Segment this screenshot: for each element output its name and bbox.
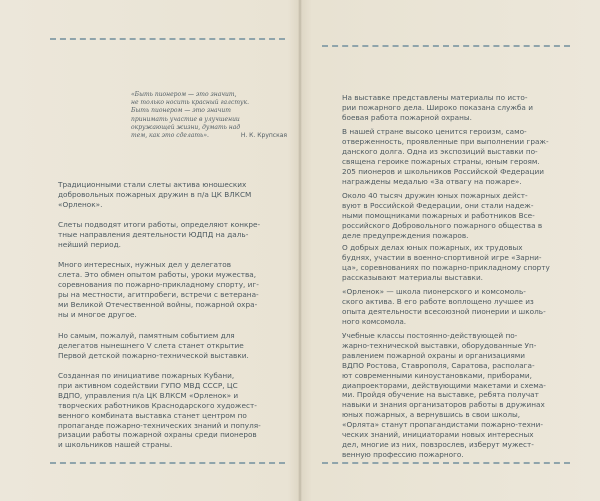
epigraph-line: тем, как это сделать». [131, 132, 209, 140]
text-line: «Орленок» — школа пионерского и комсомоль- [342, 287, 526, 296]
text-line: ца», соревнованиях по пожарно-прикладному спорту [342, 262, 550, 272]
text-line: вуют в Российской Федерации, они стали надеж- [342, 200, 534, 210]
epigraph-line: принимать участие в улучшении [131, 115, 240, 123]
text-line: соревнования по пожарно-прикладному спорту, иг- [58, 279, 259, 289]
text-line: нейший период. [58, 239, 121, 249]
text-line: отверженность, проявленные при выполнении граж- [342, 136, 549, 146]
text-line: В нашей стране высоко ценится героизм, само- [342, 127, 527, 136]
text-line: навыки и знания организаторов работы в дружинах [342, 400, 545, 410]
text-line: Созданная по инициативе пожарных Кубани, [58, 371, 235, 380]
text-line: и школьников нашей страны. [58, 440, 173, 450]
text-line: На выставке представлены материалы по исто- [342, 93, 528, 102]
paragraph [342, 127, 572, 186]
text-line: диапроекторами, действующими макетами и схема- [342, 380, 546, 390]
text-line: награждены медалью «За отвагу на пожаре». [342, 176, 522, 186]
text-line: «Орлята» станут пропагандистами пожарно-техни- [342, 420, 544, 430]
top-dashed-rule-left [50, 38, 285, 40]
paragraph [342, 287, 572, 327]
text-line: деле предупреждения пожаров. [342, 230, 469, 240]
text-line: ми. Пройдя обучение на выставке, ребята получат [342, 390, 539, 400]
paragraph [58, 331, 286, 361]
bottom-dashed-rule-right [322, 462, 570, 464]
paragraph [342, 191, 572, 241]
text-line: Учебные классы постоянно-действующей по- [342, 331, 518, 340]
text-line: пропаганде пожарно-технических знаний и популя- [58, 420, 261, 430]
paragraph [58, 371, 286, 450]
paragraph [58, 220, 286, 250]
text-line: Первой детской пожарно-технической выставки. [58, 350, 249, 360]
text-line: ны и многое другое. [58, 309, 137, 319]
text-line: священа героике пожарных страны, юным героям. [342, 156, 540, 166]
text-line: ского актива. В его работе воплощено лучшее из [342, 296, 534, 306]
paragraph [342, 243, 572, 283]
text-line: ными помощниками пожарных и работников Все- [342, 210, 535, 220]
text-line: данского долга. Одна из экспозиций выставки по- [342, 146, 538, 156]
text-line: творческих работников Краснодарского художест- [58, 400, 257, 410]
text-line: венную профессию пожарного. [342, 449, 464, 459]
text-line: венного комбината выставка станет центром по [58, 410, 247, 420]
text-line: ческих знаний, инициаторами новых интересных [342, 430, 534, 440]
text-line: ного комсомола. [342, 316, 407, 326]
text-line: 205 пионеров и школьников Российской Федерации [342, 166, 544, 176]
text-line: ВДПО Ростова, Ставрополя, Саратова, располага- [342, 360, 535, 370]
text-line: рии пожарного дела. Широко показана служба и [342, 102, 533, 112]
text-line: при активном содействии ГУПО МВД СССР, ЦС [58, 380, 238, 390]
text-line: «Орленок». [58, 199, 103, 209]
epigraph-line: не только носить красный галстук. [131, 99, 249, 107]
text-line: Слеты подводят итоги работы, определяют конкре- [58, 220, 261, 229]
text-line: равлением пожарной охраны и организациями [342, 350, 526, 360]
text-line: жарно-технической выставки, оборудованные Уп- [342, 340, 537, 350]
epigraph-line: окружающей жизни, думать над [131, 123, 241, 131]
text-line: ми Великой Отечественной войны, пожарной охра- [58, 299, 258, 309]
text-line: юных пожарных, а вернувшись в свои школы, [342, 410, 521, 420]
text-line: буднях, участии в военно-спортивной игре «Зарни- [342, 252, 542, 262]
text-line: боевая работа пожарной охраны. [342, 112, 472, 122]
text-line: слета. Это обмен опытом работы, уроки мужества, [58, 269, 257, 279]
page-fold [298, 0, 302, 501]
paragraph [342, 93, 572, 123]
text-line: Но самым, пожалуй, памятным событием для [58, 331, 235, 340]
text-line: опыта деятельности всесоюзной пионерии и школь- [342, 306, 546, 316]
text-line: ВДПО, управления п/а ЦК ВЛКСМ «Орленок» и [58, 390, 239, 400]
top-dashed-rule-right [322, 45, 570, 47]
epigraph-line: Быть пионером — это значит [131, 107, 231, 115]
epigraph-line: «Быть пионером — это значит, [131, 91, 237, 98]
text-line: Около 40 тысяч дружин юных пожарных дейст- [342, 191, 528, 200]
text-line: Много интересных, нужных дел у делегатов [58, 260, 232, 269]
text-line: ризации работы пожарной охраны среди пионеров [58, 430, 257, 440]
text-line: российского Добровольного пожарного общества в [342, 220, 543, 230]
text-line: делегатов нынешнего V слета станет открытие [58, 340, 244, 350]
text-line: ры на местности, агитпробеги, встречи с ветерана- [58, 289, 259, 299]
text-line: Традиционными стали слеты актива юношеских [58, 180, 247, 189]
bottom-dashed-rule-left [50, 462, 285, 464]
paragraph [58, 260, 286, 319]
text-line: дел, многие из них, повзрослев, изберут мужест- [342, 439, 534, 449]
epigraph-author: Н. К. Крупская [240, 132, 287, 139]
text-line: рассказывают материалы выставки. [342, 272, 484, 282]
paragraph [342, 331, 572, 460]
paragraph [58, 180, 286, 210]
text-line: тные направления деятельности ЮДПД на даль- [58, 229, 249, 239]
text-line: ют современными киноустановками, приборами, [342, 370, 532, 380]
text-line: О добрых делах юных пожарных, их трудовых [342, 243, 523, 252]
text-line: добровольных пожарных дружин в п/а ЦК ВЛКСМ [58, 189, 252, 199]
